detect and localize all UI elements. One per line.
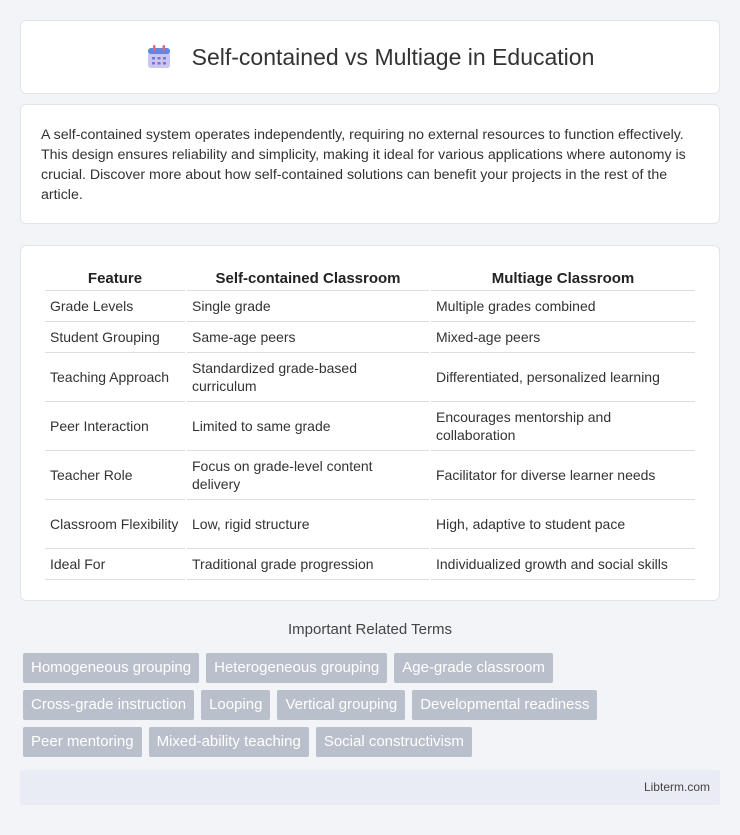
table-cell: Student Grouping	[45, 322, 185, 353]
related-term-tag[interactable]: Developmental readiness	[412, 690, 597, 720]
table-cell: Individualized growth and social skills	[431, 549, 695, 580]
table-row	[45, 549, 695, 580]
comparison-table	[43, 266, 697, 580]
table-row	[45, 291, 695, 322]
table-row	[45, 402, 695, 451]
table-header: Multiage Classroom	[431, 266, 695, 291]
table-row	[45, 451, 695, 500]
related-term-tag[interactable]: Age-grade classroom	[394, 653, 553, 683]
table-cell: Limited to same grade	[187, 402, 429, 451]
intro-card	[20, 104, 720, 224]
table-row	[45, 500, 695, 549]
table-row	[45, 322, 695, 353]
table-cell: Standardized grade-based curriculum	[187, 353, 429, 402]
table-cell: Teacher Role	[45, 451, 185, 500]
comparison-table-card	[20, 245, 720, 601]
table-cell: Ideal For	[45, 549, 185, 580]
table-cell: Facilitator for diverse learner needs	[431, 451, 695, 500]
footer-site-link[interactable]: Libterm.com	[643, 780, 710, 794]
calendar-icon	[146, 44, 172, 70]
related-term-tag[interactable]: Looping	[201, 690, 270, 720]
table-cell: Single grade	[187, 291, 429, 322]
table-cell: Encourages mentorship and collaboration	[431, 402, 695, 451]
table-cell: Teaching Approach	[45, 353, 185, 402]
related-term-tag[interactable]: Mixed-ability teaching	[149, 727, 309, 757]
table-cell: Multiple grades combined	[431, 291, 695, 322]
related-term-tag[interactable]: Peer mentoring	[23, 727, 142, 757]
table-cell: Classroom Flexibility	[45, 500, 185, 549]
table-cell: Traditional grade progression	[187, 549, 429, 580]
table-cell: Same-age peers	[187, 322, 429, 353]
page-title: Self-contained vs Multiage in Education	[191, 43, 595, 70]
related-terms-title: Important Related Terms	[288, 621, 452, 638]
table-header: Feature	[45, 266, 185, 291]
table-header: Self-contained Classroom	[187, 266, 429, 291]
table-cell: Differentiated, personalized learning	[431, 353, 695, 402]
table-cell: Grade Levels	[45, 291, 185, 322]
table-row	[45, 353, 695, 402]
related-term-tag[interactable]: Cross-grade instruction	[23, 690, 194, 720]
related-term-tag[interactable]: Heterogeneous grouping	[206, 653, 387, 683]
related-terms	[23, 653, 723, 764]
table-cell: High, adaptive to student pace	[431, 500, 695, 549]
table-cell: Peer Interaction	[45, 402, 185, 451]
table-cell: Focus on grade-level content delivery	[187, 451, 429, 500]
table-cell: Low, rigid structure	[187, 500, 429, 549]
intro-text: A self-contained system operates independently, requiring no external resources to function effectively. This design ensures reliability and simplicity, making it ideal for various applications where autonomy is crucial. Discover more about how self-contained solutions can benefit your projects in the rest of the article.	[41, 127, 686, 203]
table-cell: Mixed-age peers	[431, 322, 695, 353]
footer	[20, 770, 720, 805]
related-term-tag[interactable]: Vertical grouping	[277, 690, 405, 720]
related-term-tag[interactable]: Homogeneous grouping	[23, 653, 199, 683]
table-header-row	[45, 266, 695, 291]
header-card	[20, 20, 720, 94]
related-term-tag[interactable]: Social constructivism	[316, 727, 472, 757]
